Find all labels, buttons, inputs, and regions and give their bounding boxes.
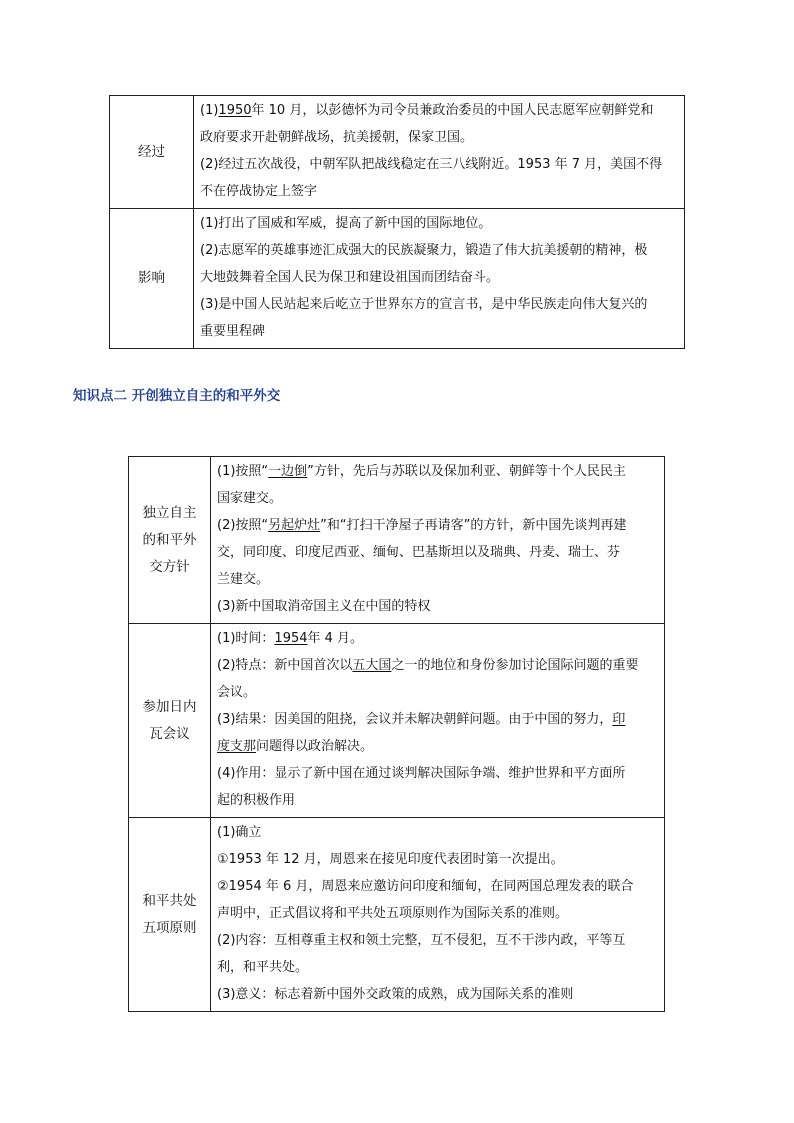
content-line [200,178,678,205]
table-outcome-impact [109,95,685,349]
content-line [217,760,658,787]
content-line [217,787,658,814]
line-text: 之一的地位和身份参加讨论国际问题的重要 [391,658,639,673]
row-label [129,818,211,1012]
line-text: (2)特点：新中国首次以 [217,658,353,673]
underlined-term: 另起炉灶 [268,518,321,533]
row-label-line: 独立自主 [142,504,197,521]
underlined-term: 五大国 [352,658,392,673]
content-line [217,819,658,846]
line-text: 问题得以政治解决。 [256,739,374,754]
content-line [217,625,658,652]
line-text: (3)新中国取消帝国主义在中国的特权 [217,599,431,614]
underlined-term: 一边倒 [268,464,308,479]
row-label-line: 五项原则 [142,919,197,936]
row-content [211,624,665,818]
content-line [200,291,678,318]
content-line [217,873,658,900]
row-content [194,209,685,349]
table-peaceful-diplomacy [128,456,665,1012]
row-label-line: 参加日内 [142,698,197,715]
line-text: (1)确立 [217,825,262,840]
line-text: ①1953 年 12 月，周恩来在接见印度代表团时第一次提出。 [217,852,564,867]
underlined-term: 度支那 [217,739,257,754]
content-line [217,652,658,679]
section-heading: 知识点二 开创独立自主的和平外交 [73,388,281,404]
content-line [217,981,658,1008]
row-label: 经过 [110,96,194,209]
row-label [129,624,211,818]
line-text: 年 10 月，以彭德怀为司令员兼政治委员的中国人民志愿军应朝鲜党和 [251,103,654,118]
row-content [211,818,665,1012]
content-line [217,512,658,539]
line-text: 兰建交。 [217,572,270,587]
content-line [217,733,658,760]
line-text: (3)意义：标志着新中国外交政策的成熟，成为国际关系的准则 [217,987,574,1002]
line-text: 大地鼓舞着全国人民为保卫和建设祖国而团结奋斗。 [200,270,500,285]
table-row [129,818,665,1012]
line-text: 国家建交。 [217,491,283,506]
line-text: (2)经过五次战役，中朝军队把战线稳定在三八线附近。1953 年 7 月，美国不得 [200,157,663,172]
content-line [200,210,678,237]
content-line [217,566,658,593]
line-text: 政府要求开赴朝鲜战场，抗美援朝，保家卫国。 [200,130,474,145]
line-text: (3)是中国人民站起来后屹立于世界东方的宣言书，是中华民族走向伟大复兴的 [200,297,648,312]
line-text: (2)按照“ [217,518,269,533]
row-label-line: 的和平外 [142,531,197,548]
row-content [194,96,685,209]
line-text: (2)志愿军的英雄事迹汇成强大的民族凝聚力，锻造了伟大抗美援朝的精神，极 [200,243,648,258]
table-row [110,96,685,209]
table-row [129,457,665,624]
row-label-line: 和平共处 [142,892,197,909]
table-row [129,624,665,818]
line-text: 利，和平共处。 [217,960,309,975]
line-text: 起的积极作用 [217,793,296,808]
row-label [129,457,211,624]
content-line [217,706,658,733]
line-text: ”和“打扫干净屋子再请客”的方针，新中国先谈判再建 [320,518,627,533]
row-content [211,457,665,624]
line-text: (1)按照“ [217,464,269,479]
table-row [110,209,685,349]
content-line [200,151,678,178]
underlined-term: 1954 [274,631,308,646]
line-text: (4)作用：显示了新中国在通过谈判解决国际争端、维护世界和平方面所 [217,766,626,781]
line-text: (1)打出了国威和军威，提高了新中国的国际地位。 [200,216,492,231]
content-line [200,124,678,151]
line-text: 不在停战协定上签字 [200,184,318,199]
line-text: ”方针，先后与苏联以及保加利亚、朝鲜等十个人民民主 [307,464,626,479]
line-text: ②1954 年 6 月，周恩来应邀访问印度和缅甸，在同两国总理发表的联合 [217,879,634,894]
row-label: 影响 [110,209,194,349]
content-line [200,97,678,124]
content-line [217,679,658,706]
line-text: 声明中，正式倡议将和平共处五项原则作为国际关系的准则。 [217,906,569,921]
content-line [217,900,658,927]
line-text: 年 4 月。 [307,631,364,646]
row-label-line: 交方针 [149,558,190,575]
content-line [217,539,658,566]
content-line [217,458,658,485]
line-text: 会议。 [217,685,257,700]
content-line [217,846,658,873]
content-line [217,954,658,981]
line-text: (1) [200,103,219,118]
line-text: 重要里程碑 [200,324,266,339]
content-line [200,318,678,345]
line-text: (3)结果：因美国的阻挠，会议并未解决朝鲜问题。由于中国的努力， [217,712,613,727]
row-label-line: 瓦会议 [149,725,190,742]
underlined-term: 1950 [218,103,252,118]
content-line [200,264,678,291]
content-line [217,485,658,512]
line-text: (1)时间： [217,631,275,646]
content-line [217,593,658,620]
line-text: 交，同印度、印度尼西亚、缅甸、巴基斯坦以及瑞典、丹麦、瑞士、芬 [217,545,621,560]
content-line [217,927,658,954]
line-text: (2)内容：互相尊重主权和领土完整，互不侵犯，互不干涉内政，平等互 [217,933,626,948]
content-line [200,237,678,264]
underlined-term: 印 [612,712,626,727]
